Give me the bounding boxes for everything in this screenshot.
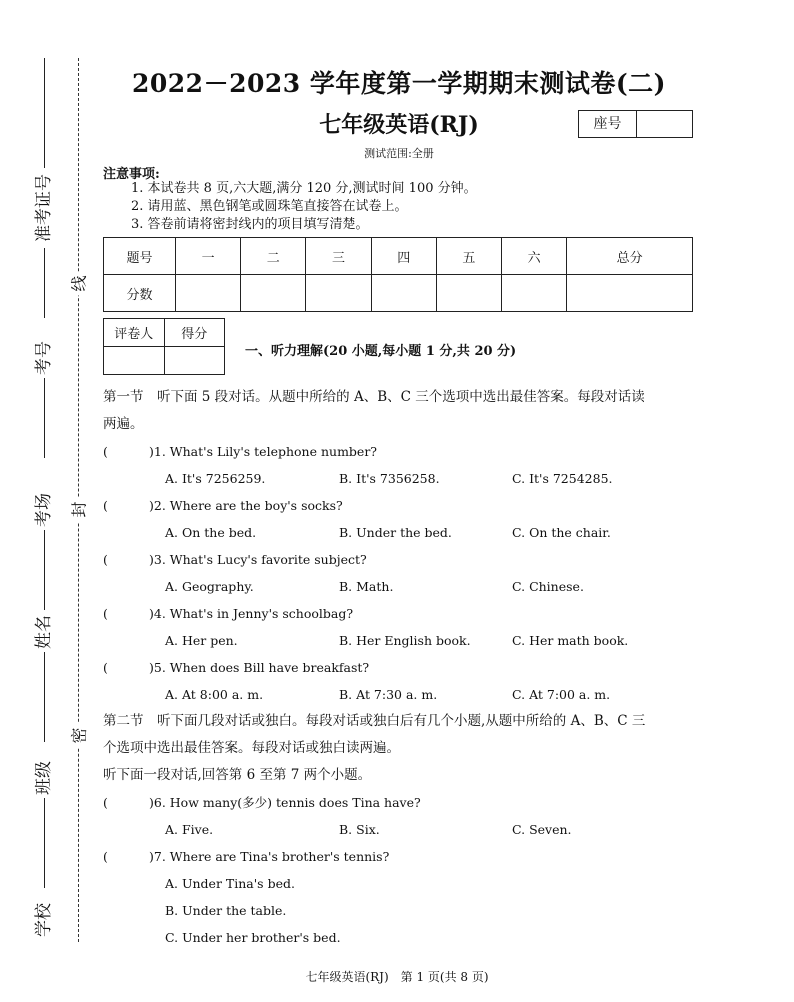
option-c: C. Under her brother's bed. — [165, 930, 341, 945]
score-cell[interactable] — [436, 275, 501, 312]
question-1 — [103, 438, 695, 465]
seal-char-seal: 封 — [67, 498, 90, 522]
score-cell[interactable] — [306, 275, 371, 312]
part1-heading: 一、听力理解(20 小题,每小题 1 分,共 20 分) — [245, 344, 517, 359]
option-a: A. At 8:00 a. m. — [165, 687, 264, 702]
question-stem: )1. What's Lily's telephone number? — [149, 444, 378, 459]
question-stem: )7. Where are Tina's brother's tennis? — [149, 849, 390, 864]
field-exam-id[interactable] — [24, 58, 64, 318]
question-stem: )4. What's in Jenny's schoolbag? — [149, 606, 354, 621]
option-b: B. At 7:30 a. m. — [339, 687, 438, 702]
score-cell[interactable] — [176, 275, 241, 312]
question-2-options — [165, 519, 695, 546]
question-6-options — [165, 816, 695, 843]
option-c: C. It's 7254285. — [512, 471, 613, 486]
option-b: B. Math. — [339, 579, 394, 594]
field-exam-id-label: 准考证号 — [34, 174, 54, 242]
seat-number-box[interactable] — [578, 110, 693, 138]
option-a: A. It's 7256259. — [165, 471, 266, 486]
answer-paren-open[interactable]: ( — [103, 552, 108, 567]
option-b: B. Under the bed. — [339, 525, 452, 540]
binding-margin — [0, 0, 92, 1002]
score-cell[interactable] — [502, 275, 567, 312]
question-5-options — [165, 681, 695, 708]
option-b: B. It's 7356258. — [339, 471, 440, 486]
field-school[interactable] — [24, 900, 64, 940]
score-cell[interactable] — [241, 275, 306, 312]
score-table — [103, 237, 693, 312]
option-a: A. Her pen. — [165, 633, 238, 648]
question-7 — [103, 843, 695, 870]
field-exam-number[interactable] — [24, 338, 64, 458]
score-table-header: 题号 — [104, 238, 176, 275]
seat-number-input[interactable] — [637, 111, 692, 137]
seal-char-line: 线 — [67, 272, 90, 296]
score-table-header: 六 — [502, 238, 567, 275]
section2-instructions: 第二节 听下面几段对话或独白。每段对话或独白后有几个小题,从题中所给的 A、B、C 三 个选项中选出最佳答案。每段对话或独白读两遍。 听下面一段对话,回答第 6 至第 7 两个小题。 — [103, 713, 646, 783]
option-c: C. On the chair. — [512, 525, 611, 540]
answer-paren-open[interactable]: ( — [103, 660, 108, 675]
option-a: A. Geography. — [165, 579, 254, 594]
question-stem: )3. What's Lucy's favorite subject? — [149, 552, 367, 567]
question-3 — [103, 546, 695, 573]
answer-paren-open[interactable]: ( — [103, 498, 108, 513]
page-footer: 七年级英语(RJ) 第 1 页(共 8 页) — [305, 970, 489, 984]
notice-heading: 注意事项: — [103, 167, 160, 182]
question-4-options — [165, 627, 695, 654]
question-3-options — [165, 573, 695, 600]
score-table-header: 一 — [176, 238, 241, 275]
option-c: C. At 7:00 a. m. — [512, 687, 611, 702]
score-row-label: 分数 — [104, 275, 176, 312]
option-a: A. On the bed. — [165, 525, 257, 540]
score-table-score-row — [104, 275, 693, 312]
grader-reviewer-label: 评卷人 — [104, 319, 165, 347]
field-exam-room[interactable] — [24, 490, 64, 610]
answer-paren-open[interactable]: ( — [103, 849, 108, 864]
notice-item: 1. 本试卷共 8 页,六大题,满分 120 分,测试时间 100 分钟。 — [131, 181, 477, 196]
option-c: C. Her math book. — [512, 633, 629, 648]
option-b: B. Six. — [339, 822, 380, 837]
score-table-header: 总分 — [567, 238, 693, 275]
field-exam-number-label: 考号 — [34, 341, 54, 375]
score-table-header-row — [104, 238, 693, 275]
notice-list — [131, 180, 477, 234]
score-table-header: 三 — [306, 238, 371, 275]
exam-range: 测试范围:全册 — [364, 147, 434, 160]
score-table-header: 二 — [241, 238, 306, 275]
grader-reviewer-cell[interactable] — [104, 347, 165, 375]
question-2 — [103, 492, 695, 519]
option-b: B. Her English book. — [339, 633, 471, 648]
option-a: A. Five. — [165, 822, 214, 837]
question-4 — [103, 600, 695, 627]
score-table-header: 五 — [436, 238, 501, 275]
question-6 — [103, 789, 695, 816]
question-stem: )2. Where are the boy's socks? — [149, 498, 343, 513]
exam-title: 2022－2023 学年度第一学期期末测试卷(二) — [131, 69, 667, 98]
notice-item: 2. 请用蓝、黑色钢笔或圆珠笔直接答在试卷上。 — [131, 199, 408, 214]
field-class[interactable] — [24, 758, 64, 888]
field-school-label: 学校 — [34, 903, 54, 937]
question-stem: )5. When does Bill have breakfast? — [149, 660, 370, 675]
option-c: C. Chinese. — [512, 579, 584, 594]
section1-instructions: 第一节 听下面 5 段对话。从题中所给的 A、B、C 三个选项中选出最佳答案。每段对话读 两遍。 — [103, 389, 645, 432]
seal-char-secret: 密 — [67, 724, 90, 748]
option-c: C. Seven. — [512, 822, 572, 837]
score-cell[interactable] — [567, 275, 693, 312]
answer-paren-open[interactable]: ( — [103, 444, 108, 459]
grader-score-cell[interactable] — [164, 347, 225, 375]
answer-paren-open[interactable]: ( — [103, 795, 108, 810]
field-name[interactable] — [24, 612, 64, 742]
exam-subtitle: 七年级英语(RJ) — [319, 112, 479, 138]
field-class-label: 班级 — [34, 761, 54, 795]
field-name-label: 姓名 — [34, 615, 54, 649]
grader-score-label: 得分 — [164, 319, 225, 347]
option-a: A. Under Tina's bed. — [165, 876, 295, 891]
question-1-options — [165, 465, 695, 492]
question-5 — [103, 654, 695, 681]
field-exam-room-label: 考场 — [34, 493, 54, 527]
notice-item: 3. 答卷前请将密封线内的项目填写清楚。 — [131, 217, 369, 232]
grader-table — [103, 318, 225, 375]
answer-paren-open[interactable]: ( — [103, 606, 108, 621]
question-stem: )6. How many(多少) tennis does Tina have? — [149, 795, 421, 810]
score-table-header: 四 — [371, 238, 436, 275]
score-cell[interactable] — [371, 275, 436, 312]
option-b: B. Under the table. — [165, 903, 287, 918]
seat-number-label: 座号 — [579, 111, 637, 137]
